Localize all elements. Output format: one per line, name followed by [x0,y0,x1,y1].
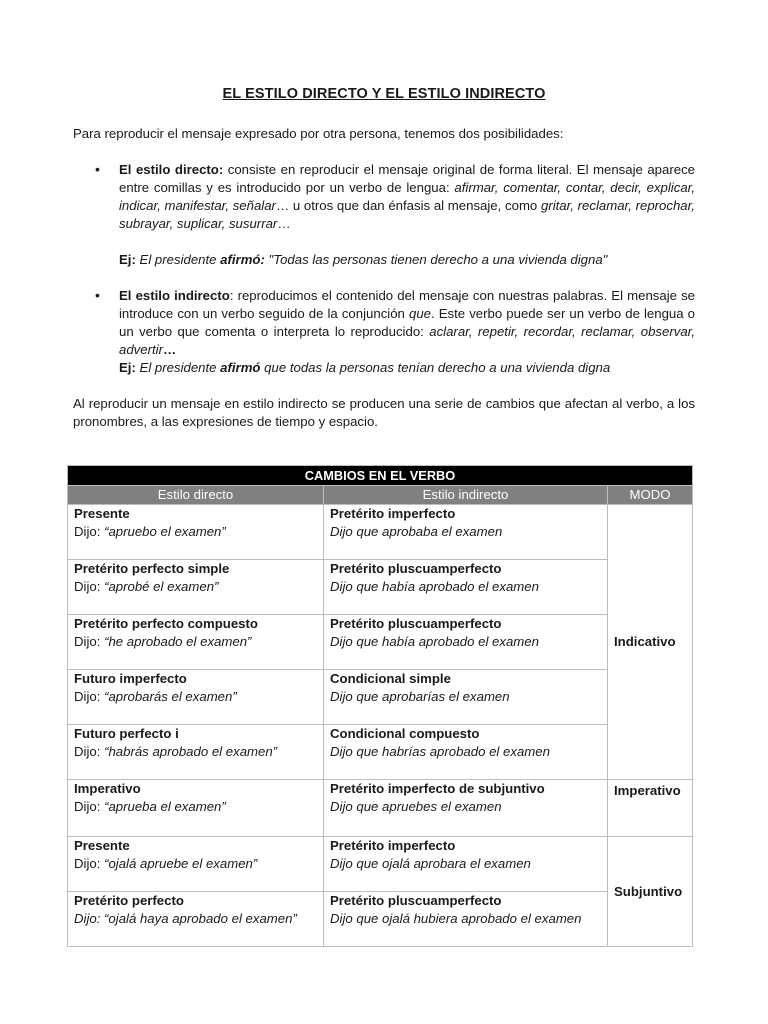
directo-paragraph [119,161,695,233]
header-estilo-indirecto: Estilo indirecto [324,486,608,505]
indirecto-cell [324,892,608,947]
directo-example-text: “apruebo el examen” [104,524,226,539]
directo-cell [68,615,324,670]
table-row [68,780,693,837]
directo-cell [68,892,324,947]
directo-verbs2: gritar, reclamar, reprochar, subrayar, suplicar, susurrar [119,198,695,231]
indirecto-example-text: Dijo que ojalá hubiera aprobado el examen [330,911,582,926]
table-row [68,560,693,615]
table-row [68,725,693,780]
indirecto-cell [324,725,608,780]
directo-tense: Pretérito perfecto compuesto [74,616,258,631]
directo-example-text: “aprobarás el examen” [104,689,237,704]
indirecto-tense: Pretérito imperfecto de subjuntivo [330,781,545,796]
dijo-label: Dijo: [74,689,101,704]
directo-example-line [74,798,317,816]
indirecto-ej-label: Ej: [119,360,136,375]
indirecto-example [119,359,695,377]
table-caption: CAMBIOS EN EL VERBO [68,466,693,486]
indirecto-cell [324,837,608,892]
directo-ej-quote: "Todas las personas tienen derecho a una vivienda digna" [264,252,608,267]
indirecto-tense: Pretérito imperfecto [330,506,456,521]
indirecto-example-text: Dijo que había aprobado el examen [330,634,539,649]
indirecto-tense: Pretérito pluscuamperfecto [330,893,502,908]
directo-example-text: “ojalá apruebe el examen” [104,856,258,871]
dijo-label: Dijo: [74,744,101,759]
indirecto-cell [324,560,608,615]
dijo-label: Dijo: [74,524,101,539]
directo-example-line [74,688,317,706]
modo-subjuntivo: Subjuntivo [608,837,693,947]
directo-example-text: Dijo: “ojalá haya aprobado el examen” [74,911,297,926]
modo-imperativo: Imperativo [608,780,693,837]
indirecto-conj: que [408,306,431,321]
directo-example-text: “he aprobado el examen” [104,634,252,649]
table-row [68,892,693,947]
directo-example-text: “aprueba el examen” [104,799,226,814]
indirecto-example-text: Dijo que ojalá aprobara el examen [330,856,531,871]
directo-cell [68,837,324,892]
header-modo: MODO [608,486,693,505]
directo-cell [68,505,324,560]
directo-example-line [74,633,317,651]
directo-example-text: “aprobé el examen” [104,579,219,594]
indirecto-example-text: Dijo que aprobarías el examen [330,689,510,704]
directo-tense: Pretérito perfecto simple [74,561,230,576]
directo-example-line [74,523,317,541]
indirecto-tense: Condicional simple [330,671,451,686]
dijo-label: Dijo: [74,799,101,814]
indirecto-tense: Pretérito imperfecto [330,838,456,853]
dijo-label: Dijo: [74,579,101,594]
indirecto-text2: . Este verbo puede ser un verbo de lengua o un verbo que comenta o interpreta lo reproducido: [119,306,695,339]
directo-cell [68,725,324,780]
indirecto-paragraph [119,287,695,359]
directo-example [119,251,695,269]
indirecto-term: El estilo indirecto [119,288,230,303]
directo-text2: … u otros que dan énfasis al mensaje, como [275,198,541,213]
intro-paragraph: Para reproducir el mensaje expresado por otra persona, tenemos dos posibilidades: [73,126,564,141]
page-title: EL ESTILO DIRECTO Y EL ESTILO INDIRECTO [222,86,546,102]
indirecto-ej-pre: El presidente [135,360,221,375]
table-row [68,505,693,560]
indirecto-verbs: aclarar, repetir, recordar, reclamar, observar, advertir [119,324,695,357]
indirecto-example-text: Dijo que había aprobado el examen [330,579,539,594]
bullet-icon: • [95,287,100,303]
indirecto-ej-rest: que todas la personas tenían derecho a una vivienda digna [260,360,611,375]
indirecto-cell [324,670,608,725]
directo-text3: … [277,216,291,231]
directo-ej-label: Ej: [119,252,136,267]
indirecto-text3: … [162,342,177,357]
closing-paragraph: Al reproducir un mensaje en estilo indirecto se producen una serie de cambios que afectan al verbo, a los pronombres, a las expresiones de tiempo y espacio. [73,396,695,429]
directo-tense: Presente [74,506,130,521]
directo-cell [68,670,324,725]
header-estilo-directo: Estilo directo [68,486,324,505]
indirecto-example-text: Dijo que aprobaba el examen [330,524,503,539]
directo-text1: consiste en reproducir el mensaje original de forma literal. El mensaje aparece entre comillas y es introducido por un verbo de lengua: [119,162,695,195]
directo-term: El estilo directo: [119,162,224,177]
indirecto-tense: Pretérito pluscuamperfecto [330,561,502,576]
directo-tense: Futuro perfecto i [74,726,179,741]
directo-ej-verb: afirmó: [220,252,265,267]
indirecto-ej-verb: afirmó [220,360,261,375]
directo-example-line [74,855,317,873]
directo-tense: Imperativo [74,781,141,796]
directo-ej-pre: El presidente [135,252,221,267]
directo-example-text: “habrás aprobado el examen” [104,744,278,759]
bullet-icon: • [95,161,100,177]
indirecto-cell [324,780,608,837]
directo-cell [68,780,324,837]
indirecto-tense: Pretérito pluscuamperfecto [330,616,502,631]
indirecto-cell [324,505,608,560]
table-row [68,837,693,892]
directo-example-line [74,743,317,761]
indirecto-example-text: Dijo que habrías aprobado el examen [330,744,550,759]
dijo-label: Dijo: [74,856,101,871]
indirecto-tense: Condicional compuesto [330,726,480,741]
verb-changes-table [67,465,693,947]
directo-verbs: afirmar, comentar, contar, decir, explicar, indicar, manifestar, señalar [119,180,695,213]
indirecto-text1: : reproducimos el contenido del mensaje con nuestras palabras. El mensaje se introduce con un verbo seguido de la conjunción [119,288,696,321]
indirecto-example-text: Dijo que apruebes el examen [330,799,502,814]
directo-tense: Futuro imperfecto [74,671,187,686]
indirecto-cell [324,615,608,670]
directo-example-line [74,578,317,596]
directo-cell [68,560,324,615]
dijo-label: Dijo: [74,634,101,649]
table-row [68,670,693,725]
directo-tense: Pretérito perfecto [74,893,184,908]
directo-tense: Presente [74,838,130,853]
modo-indicativo: Indicativo [608,505,693,780]
table-row [68,615,693,670]
